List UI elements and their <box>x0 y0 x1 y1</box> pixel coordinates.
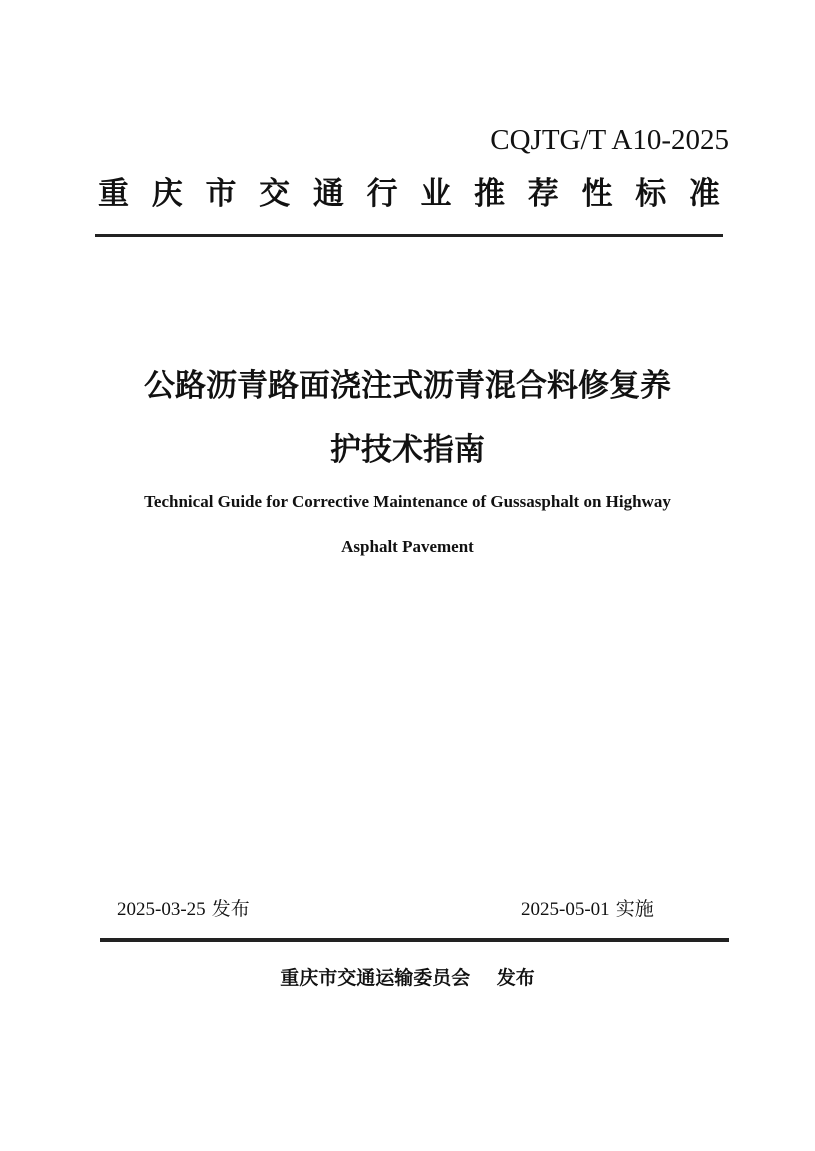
standard-category-char: 业 <box>420 176 452 212</box>
footer-divider <box>100 938 729 942</box>
issue-date-block <box>117 895 250 924</box>
standard-category-char: 准 <box>688 176 720 212</box>
title-english-line-2: Asphalt Pavement <box>341 537 474 556</box>
standard-category <box>98 172 720 216</box>
standard-category-char: 推 <box>474 176 506 212</box>
implementation-date-block <box>521 895 654 924</box>
standard-category-char: 荐 <box>527 176 559 212</box>
issue-date-label: 发布 <box>211 898 250 920</box>
standard-category-char: 市 <box>205 176 237 212</box>
standard-category-char: 行 <box>366 176 398 212</box>
title-english-line-1: Technical Guide for Corrective Maintenance of Gussasphalt on Highway <box>144 492 671 511</box>
title-chinese-line-2: 护技术指南 <box>330 432 485 468</box>
standard-category-char: 重 <box>98 176 129 212</box>
standard-code: CQJTG/T A10-2025 <box>490 124 729 156</box>
standard-category-char: 交 <box>259 176 291 212</box>
implementation-date-label: 实施 <box>615 898 654 920</box>
issuer-name: 重庆市交通运输委员会 <box>280 967 471 989</box>
issuer-issue-label: 发布 <box>496 967 535 989</box>
title-chinese-line-1: 公路沥青路面浇注式沥青混合料修复养 <box>144 368 671 404</box>
issuer-line <box>0 964 815 992</box>
issue-date: 2025-03-25 <box>117 899 206 920</box>
standard-category-char: 庆 <box>151 176 183 212</box>
standard-category-char: 性 <box>581 176 613 212</box>
header-divider <box>95 234 723 237</box>
implementation-date: 2025-05-01 <box>521 899 610 920</box>
standard-category-char: 通 <box>312 176 344 212</box>
standard-category-char: 标 <box>635 176 667 212</box>
